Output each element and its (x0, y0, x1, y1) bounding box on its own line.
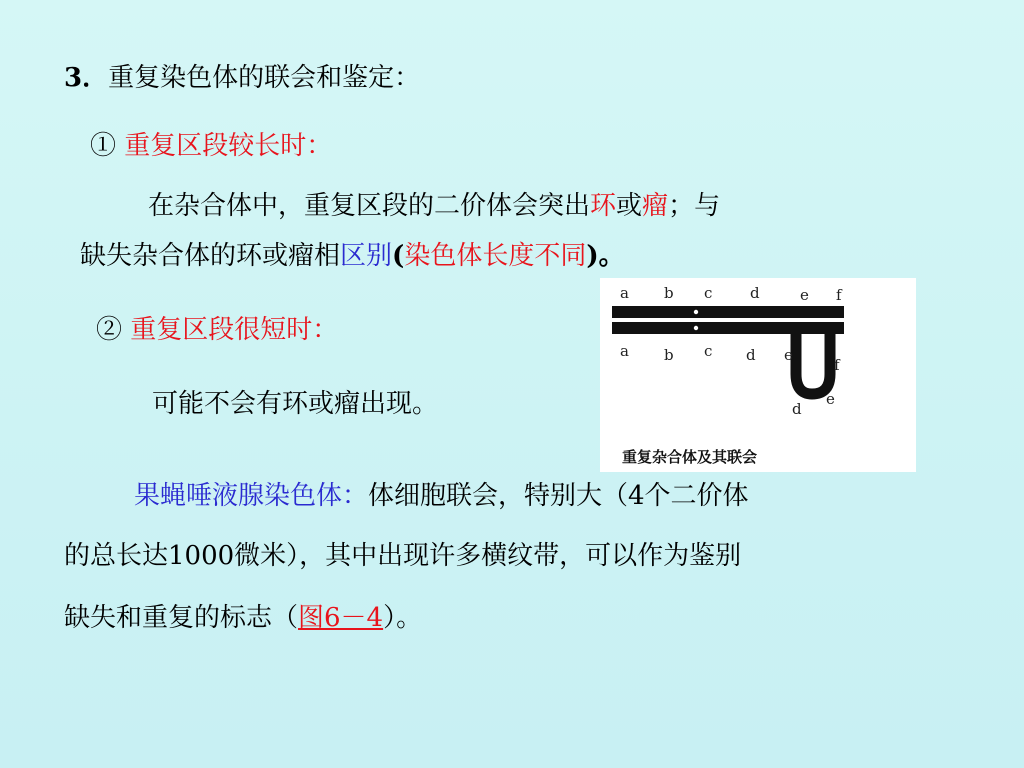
para1-paren-close: )。 (586, 241, 625, 271)
figure-caption: 重复杂合体及其联会 (622, 448, 758, 466)
para1-text-f: 缺失杂合体的环或瘤相 (80, 241, 341, 271)
case1-title: 重复区段较长时： (124, 131, 333, 161)
para1-distinguish-term: 区别 (340, 241, 393, 271)
para1-text-a: 在杂合体中，重复区段的二价体会突出 (148, 191, 591, 221)
para3-line3 (64, 602, 422, 634)
top-chromosome (612, 306, 844, 318)
para1-text-c: 或 (616, 191, 643, 221)
para3-text-b: 体细胞联会，特别大（4个二价体 (368, 481, 749, 511)
para1-knob-term: 瘤 (642, 191, 669, 221)
heading (64, 62, 420, 94)
case2-heading (96, 314, 338, 346)
fig-bottom-letter: c (704, 342, 713, 360)
fig-bottom-letter: a (620, 342, 629, 360)
para2-text: 可能不会有环或瘤出现。 (152, 389, 439, 419)
fig-top-letter: d (750, 284, 760, 302)
fig-bottom-letter: f (834, 356, 840, 374)
case2-title: 重复区段很短时： (130, 315, 339, 345)
fruitfly-term: 果蝇唾液腺染色体： (134, 481, 369, 511)
para3-line2 (64, 540, 741, 572)
case1-heading (90, 130, 332, 162)
fig-top-letter: b (664, 284, 674, 302)
chromosome-pairing-diagram (600, 278, 916, 472)
para3-text-l2: 的总长达1000微米），其中出现许多横纹带，可以作为鉴别 (64, 541, 742, 571)
para1-length-note: 染色体长度不同 (404, 241, 587, 271)
case1-marker: ① (90, 131, 117, 161)
fig-bottom-letter: b (664, 346, 674, 364)
bottom-chromosome (612, 322, 844, 334)
case2-marker: ② (96, 315, 123, 345)
heading-text: 重复染色体的联会和鉴定： (108, 63, 421, 93)
fig-top-letter: e (800, 286, 809, 304)
fig-bottom-letter: d (746, 346, 756, 364)
para2 (152, 388, 438, 420)
para1-loop-term: 环 (590, 191, 617, 221)
para1-text-e: ；与 (668, 191, 721, 221)
heading-number: 3． (64, 63, 109, 93)
duplication-loop (796, 334, 830, 394)
fig-top-letter: f (836, 286, 842, 304)
para1-paren-open: ( (392, 241, 405, 271)
para3-text-a: 缺失和重复的标志（ (64, 603, 299, 633)
fig-top-letter: c (704, 284, 713, 302)
fig-loop-letter: d (792, 400, 802, 418)
figure-reference-link[interactable]: 图6－4 (298, 603, 384, 633)
para3-text-c: ）。 (383, 603, 423, 633)
para1-line1 (148, 190, 720, 222)
duplication-figure (600, 278, 916, 472)
para1-line2 (80, 240, 625, 272)
para3-line1 (134, 480, 749, 512)
fig-loop-letter: e (826, 390, 835, 408)
fig-top-letter: a (620, 284, 629, 302)
centromere-dot (694, 310, 698, 314)
fig-bottom-letter: e (784, 346, 793, 364)
centromere-dot (694, 326, 698, 330)
